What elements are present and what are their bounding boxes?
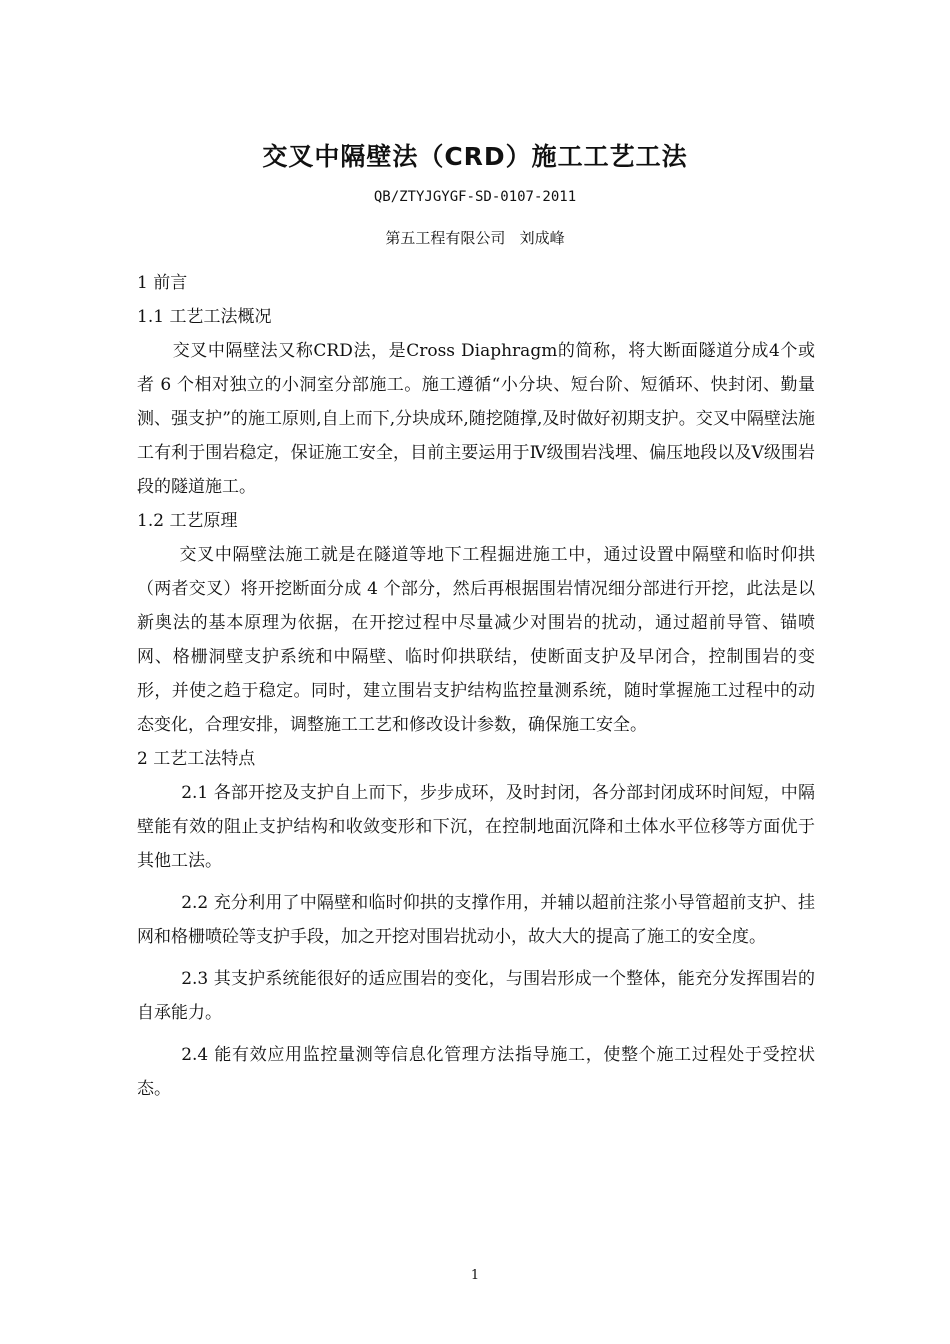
section-2-4-paragraph: 2.4 能有效应用监控量测等信息化管理方法指导施工，使整个施工过程处于受控状态。 [137, 1045, 815, 1099]
section-2-heading: 2 工艺工法特点 [137, 749, 256, 769]
document-body [137, 266, 815, 1106]
standard-code: QB/ZTYJGYGF-SD-0107-2011 [373, 189, 577, 205]
section-1-2-heading: 1.2 工艺原理 [137, 511, 238, 531]
section-1-1-paragraph: 交叉中隔壁法又称CRD法，是Cross Diaphragm的简称，将大断面隧道分成4个或者 6 个相对独立的小洞室分部施工。施工遵循“小分块、短台阶、短循环、快封闭、勤量测、强支护”的施工原则,自上而下,分块成环,随挖随撑,及时做好初期支护。交叉中隔壁法施工有利于围岩稳定，保证施工安全，目前主要运用于Ⅳ级围岩浅埋、偏压地段以及Ⅴ级围岩段的隧道施工。 [137, 341, 815, 497]
section-2-3-paragraph: 2.3 其支护系统能很好的适应围岩的变化，与围岩形成一个整体，能充分发挥围岩的自承能力。 [137, 969, 815, 1023]
page-number: 1 [470, 1268, 480, 1283]
section-1-2-paragraph: 交叉中隔壁法施工就是在隧道等地下工程掘进施工中，通过设置中隔壁和临时仰拱（两者交叉）将开挖断面分成 4 个部分，然后再根据围岩情况细分部进行开挖，此法是以新奥法的基本原理为依据，在开挖过程中尽量减少对围岩的扰动，通过超前导管、锚喷网、格栅洞壁支护系统和中隔壁、临时仰拱联结，使断面支护及早闭合，控制围岩的变形，并使之趋于稳定。同时，建立围岩支护结构监控量测系统，随时掌握施工过程中的动态变化，合理安排，调整施工工艺和修改设计参数，确保施工安全。 [137, 545, 815, 735]
section-1-1-heading: 1.1 工艺工法概况 [137, 307, 272, 327]
document-title: 交叉中隔壁法（CRD）施工工艺工法 [262, 142, 688, 171]
section-2-1-paragraph: 2.1 各部开挖及支护自上而下，步步成环，及时封闭，各分部封闭成环时间短，中隔壁能有效的阻止支护结构和收敛变形和下沉，在控制地面沉降和土体水平位移等方面优于其他工法。 [137, 783, 815, 871]
author-line: 第五工程有限公司 刘成峰 [385, 229, 565, 247]
section-1-heading: 1 前言 [137, 273, 188, 293]
section-2-2-paragraph: 2.2 充分利用了中隔壁和临时仰拱的支撑作用，并辅以超前注浆小导管超前支护、挂网和格栅喷砼等支护手段，加之开挖对围岩扰动小，故大大的提高了施工的安全度。 [137, 893, 815, 947]
